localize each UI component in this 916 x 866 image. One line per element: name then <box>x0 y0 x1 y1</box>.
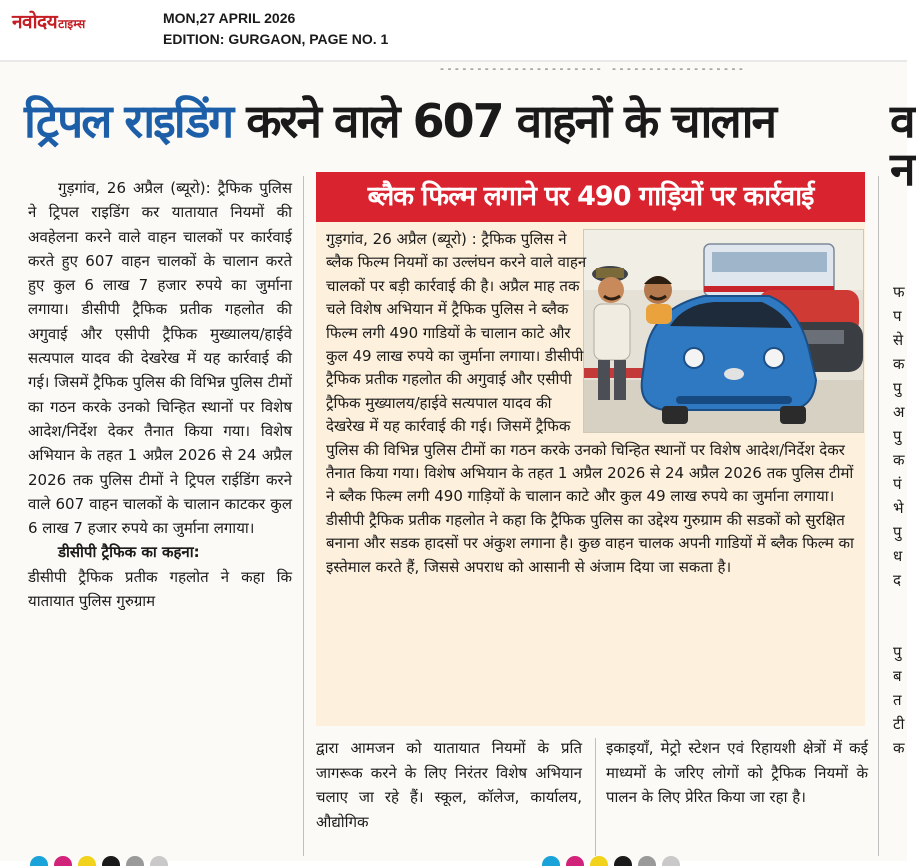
clip-letter: भे <box>893 499 904 517</box>
headline-highlight: ट्रिपल राइडिंग <box>24 94 233 148</box>
clip-letter: प <box>893 307 902 325</box>
swatch-cyan <box>30 856 48 866</box>
logo-sub: टाइम्स <box>58 17 86 31</box>
clip-letter: पु <box>893 427 902 445</box>
main-story-body: गुड़गांव, 26 अप्रैल (ब्यूरो): ट्रैफिक पुलिस ने ट्रिपल राइडिंग कर यातायात नियमों की अवहेलना करने वाले वाहन चालकों पर कार्रवाई करते हुए 607 वाहन चालकों के चालान करते हुए कुल 6 लाख 7 हजार रुपये का जुर्माना लगाया। डीसीपी ट्रैफिक प्रतीक गहलोत की अगुवाई और एसीपी ट्रैफिक मुख्यालय/हाईवे सत्यपाल यादव की देखरेख में यह कार्रवाई की गई। जिसमें ट्रैफिक पुलिस की विभिन्न पुलिस टीमों का गठन करके उनको चिन्हित स्थानों पर विशेष आदेश/निर्देश देकर तैनात किया गया। विशेष अभियान के तहत 1 अप्रैल 2026 से 24 अप्रैल 2026 तक पुलिस टीमों ने ट्रिपल राईडिंग करने वाले 607 वाहन चालकों के चालान काटकर कुल 6 लाख 7 हजार रुपये का जुर्माना लगाया। <box>28 179 292 538</box>
clip-letter: अ <box>893 403 905 421</box>
swatch-black <box>102 856 120 866</box>
clipped-text-top-right: - - - - - - - - - - - - - - - - - - <box>612 62 743 75</box>
main-headline <box>24 86 775 156</box>
clip-letter <box>893 616 907 640</box>
clip-letter: ब <box>893 667 902 685</box>
swatch-grey <box>638 856 656 866</box>
edition-line: EDITION: GURGAON, PAGE NO. 1 <box>163 31 389 47</box>
clip-letter: क <box>893 739 905 757</box>
edition-info <box>163 8 388 50</box>
clip-letter: त <box>893 691 902 709</box>
clip-letter: टी <box>893 715 905 733</box>
print-color-swatches <box>30 856 168 866</box>
clip-letter: पु <box>893 523 902 541</box>
swatch-cyan <box>542 856 560 866</box>
headline-rest: करने वाले 607 वाहनों के चालान <box>246 94 776 148</box>
page-header <box>0 0 907 62</box>
clip-letter: क <box>893 355 905 373</box>
clip-letter: क <box>893 451 905 469</box>
continued-column-3: इकाइयाँ, मेट्रो स्टेशन एवं रिहायशी क्षेत्रों में कई माध्यमों के जरिए लोगों को ट्रैफिक नियमों के पालन के लिए प्रेरित किया जा रहा है। <box>606 739 868 807</box>
swatch-light-grey <box>662 856 680 866</box>
swatch-magenta <box>54 856 72 866</box>
swatch-black <box>614 856 632 866</box>
story-subhead: डीसीपी ट्रैफिक का कहना: <box>58 543 200 562</box>
clipped-text-top-left: - - - - - - - - - - - - - - - - - - - - - - <box>440 62 601 75</box>
main-story-column <box>28 176 292 613</box>
main-story-body-2: डीसीपी ट्रैफिक प्रतीक गहलोत ने कहा कि यातायात पुलिस गुरुग्राम <box>28 567 292 611</box>
swatch-light-grey <box>150 856 168 866</box>
clip-letter <box>893 592 907 616</box>
logo-main: नवोदय <box>12 11 58 33</box>
clip-letter: पु <box>893 379 902 397</box>
swatch-yellow <box>78 856 96 866</box>
clip-letter: से <box>893 331 904 349</box>
continued-column-2: द्वारा आमजन को यातायात नियमों के प्रति जागरूक करने के लिए निरंतर विशेष अभियान चलाए जा रहे हैं। स्कूल, कॉलेज, कार्यालय, औद्योगिक <box>316 739 582 831</box>
clip-letter: ध <box>893 547 903 565</box>
column-divider-3 <box>878 176 879 856</box>
newspaper-logo <box>12 8 85 34</box>
boxed-story-body <box>326 228 856 579</box>
boxed-story-title: ब्लैक फिल्म लगाने पर 490 गाड़ियों पर कार्रवाई <box>316 172 865 222</box>
column-divider-1 <box>303 176 304 856</box>
clip-letter: पं <box>893 475 902 493</box>
next-headline-glyph-2: न <box>890 142 916 196</box>
clip-letter: पु <box>893 643 902 661</box>
column-divider-2 <box>595 738 596 856</box>
next-story-headline-clip <box>890 86 916 204</box>
next-headline-glyph-1: व <box>890 94 916 148</box>
swatch-magenta <box>566 856 584 866</box>
boxed-story-paragraph: गुड़गांव, 26 अप्रैल (ब्यूरो) : ट्रैफिक पुलिस ने ब्लैक फिल्म नियमों का उल्लंघन करने वाले वाहन चालकों पर बड़ी कार्रवाई की है। अप्रैल माह तक चले विशेष अभियान में ट्रैफिक पुलिस ने ब्लैक फिल्म लगी 490 गाडियों के चालान काटे और कुल 49 लाख रुपये का जुर्माना लगाया। डीसीपी ट्रैफिक प्रतीक गहलोत की अगुवाई और एसीपी ट्रैफिक मुख्यालय/हाईवे सत्यपाल यादव की देखरेख में यह कार्रवाई की गई। जिसमें ट्रैफिक पुलिस की विभिन्न पुलिस टीमों का गठन करके उनको चिन्हित स्थानों पर विशेष आदेश/निर्देश देकर तैनात किया गया। विशेष अभियान के तहत 1 अप्रैल 2026 से 24 अप्रैल 2026 तक पुलिस टीमों ने ब्लैक फिल्म लगी 490 गाड़ियों के चालान काटे और कुल 49 लाख रुपये का जुर्माना लगाया। डीसीपी ट्रैफिक प्रतीक गहलोत ने कहा कि ट्रैफिक पुलिस का उद्देश्य गुरुग्राम की सडकों को सुरक्षित बनाना और सडक हादसों पर अंकुश लगाना है। कुछ वाहन चालक अपनी गाडियों में ब्लैक फिल्म का इस्तेमाल करते हैं, जिससे अपराध को आसानी से अंजाम दिया जा सकता है। <box>326 230 854 576</box>
clip-letter: फ <box>893 283 905 301</box>
clip-letter: द <box>893 571 901 589</box>
print-color-swatches-2 <box>542 856 680 866</box>
clipped-right-column <box>893 280 907 760</box>
issue-date: MON,27 APRIL 2026 <box>163 10 296 26</box>
swatch-yellow <box>590 856 608 866</box>
swatch-grey <box>126 856 144 866</box>
photo-wrap-space <box>594 228 856 433</box>
